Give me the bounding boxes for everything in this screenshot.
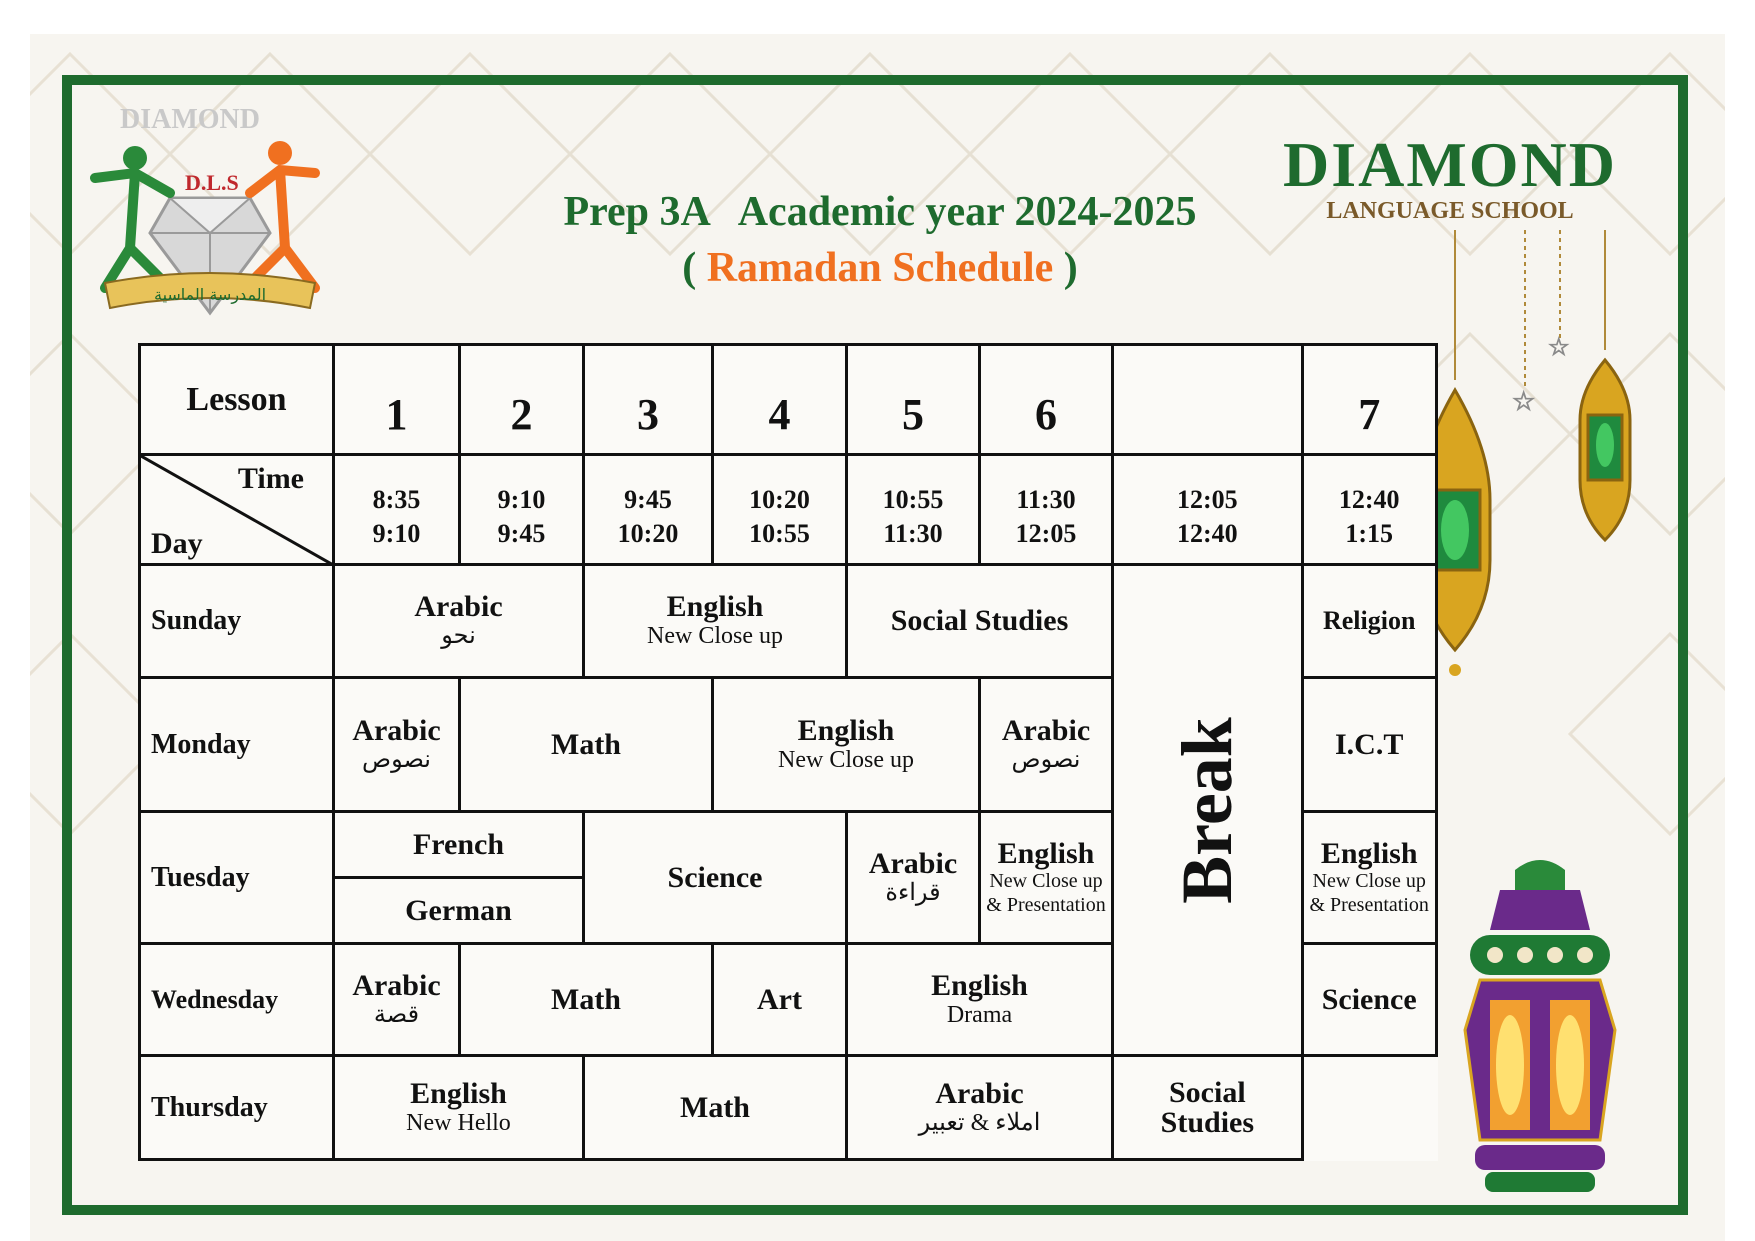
- lesson-header: Lesson: [140, 345, 334, 455]
- time-slot: 10:55 11:30: [847, 455, 980, 565]
- subject-cell: Arabic قصة: [334, 944, 460, 1056]
- day-row-thursday: [140, 1056, 1437, 1160]
- subject-cell: Social Studies: [847, 565, 1113, 678]
- time-row: [140, 455, 1437, 565]
- lesson-number-break: [1113, 345, 1303, 455]
- schedule-table: [138, 343, 1438, 1161]
- day-name: Thursday: [140, 1056, 334, 1160]
- day-name: Wednesday: [140, 944, 334, 1056]
- subject-cell: English Drama: [847, 944, 1113, 1056]
- page-subtitle: [460, 244, 1300, 292]
- subject-cell-german: German: [334, 878, 584, 944]
- subject-cell: English New Hello: [334, 1056, 584, 1160]
- subject-cell-french: French: [334, 812, 584, 878]
- lesson-number: 4: [713, 345, 847, 455]
- subject-cell: Art: [713, 944, 847, 1056]
- svg-text:☆: ☆: [1512, 387, 1536, 416]
- subject-cell: English New Close up & Presentation: [1302, 812, 1436, 944]
- day-name: Tuesday: [140, 812, 334, 944]
- lesson-number: 5: [847, 345, 980, 455]
- time-slot: 12:40 1:15: [1302, 455, 1436, 565]
- subject-cell: English New Close up: [584, 565, 847, 678]
- subject-cell: Arabic املاء & تعبير: [847, 1056, 1113, 1160]
- subtitle-open: (: [682, 245, 707, 291]
- page-title: Prep 3A Academic year 2024-2025: [563, 189, 1197, 235]
- day-name: Sunday: [140, 565, 334, 678]
- subject-cell: Math: [584, 1056, 847, 1160]
- subject-cell: Science: [1302, 944, 1436, 1056]
- time-slot: 11:30 12:05: [980, 455, 1113, 565]
- subject-cell: Arabic نحو: [334, 565, 584, 678]
- ramadan-lantern-icon: [1430, 850, 1650, 1200]
- school-name: DIAMOND: [1283, 129, 1617, 200]
- subject-cell: I.C.T: [1302, 678, 1436, 812]
- subject-cell: Science: [584, 812, 847, 944]
- subject-cell: Math: [460, 678, 713, 812]
- logo-arabic-text: المدرسة الماسية: [153, 285, 267, 304]
- time-slot: 8:35 9:10: [334, 455, 460, 565]
- logo-arc-text: DIAMOND: [120, 104, 260, 135]
- time-slot: 9:45 10:20: [584, 455, 713, 565]
- logo-label: D.L.S: [185, 170, 239, 195]
- school-logo: [75, 98, 345, 328]
- school-subtitle: LANGUAGE SCHOOL: [1326, 198, 1574, 224]
- subject-cell: English New Close up & Presentation: [980, 812, 1113, 944]
- break-column: [1113, 565, 1303, 1056]
- school-brand: [1250, 128, 1650, 225]
- lesson-number: 3: [584, 345, 713, 455]
- svg-text:☆: ☆: [1548, 335, 1570, 361]
- subject-cell: Social Studies: [1113, 1056, 1303, 1160]
- break-label: Break: [1166, 716, 1247, 904]
- subject-cell: Math: [460, 944, 713, 1056]
- time-label: Time: [237, 462, 304, 495]
- subtitle-main: Ramadan Schedule: [706, 245, 1054, 291]
- time-slot: 12:05 12:40: [1113, 455, 1303, 565]
- subject-cell: Arabic نصوص: [980, 678, 1113, 812]
- lesson-row: [140, 345, 1437, 455]
- subtitle-close: ): [1053, 245, 1078, 291]
- day-row-sunday: [140, 565, 1437, 678]
- subject-cell: Arabic نصوص: [334, 678, 460, 812]
- subject-cell: Religion: [1302, 565, 1436, 678]
- time-day-header: [140, 455, 334, 565]
- day-label: Day: [151, 527, 203, 560]
- time-slot: 9:10 9:45: [460, 455, 584, 565]
- lesson-number: 1: [334, 345, 460, 455]
- lesson-number: 7: [1302, 345, 1436, 455]
- time-slot: 10:20 10:55: [713, 455, 847, 565]
- lesson-number: 6: [980, 345, 1113, 455]
- day-name: Monday: [140, 678, 334, 812]
- lesson-number: 2: [460, 345, 584, 455]
- subject-cell: Arabic قراءة: [847, 812, 980, 944]
- subject-cell: English New Close up: [713, 678, 980, 812]
